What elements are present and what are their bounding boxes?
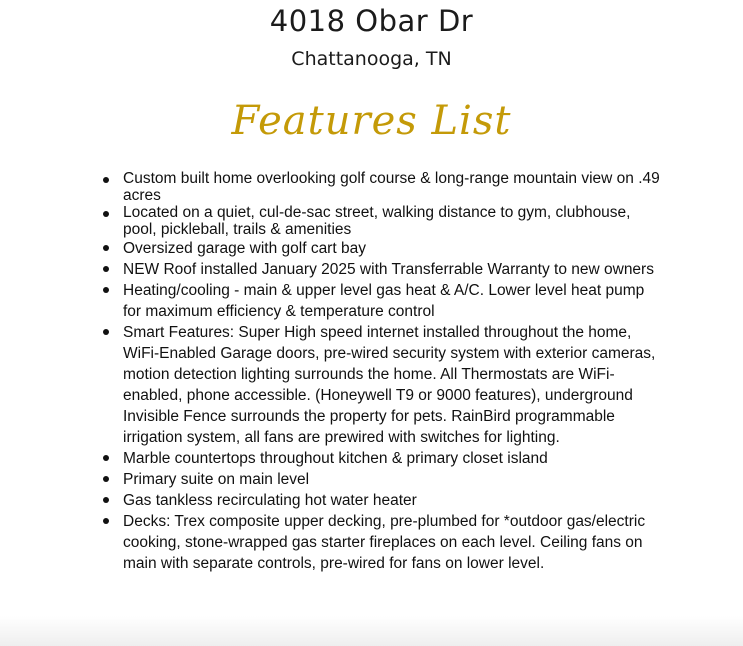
features-list [123, 170, 663, 574]
bottom-page-shadow [0, 616, 743, 646]
list-item: Custom built home overlooking golf course & long-range mountain view on .49 acres [123, 170, 663, 204]
property-address: 4018 Obar Dr [269, 4, 474, 38]
list-item: Heating/cooling - main & upper level gas heat & A/C. Lower level heat pump for maximum efficiency & temperature control [123, 280, 663, 322]
property-city: Chattanooga, TN [291, 48, 452, 70]
list-item: Primary suite on main level [123, 469, 663, 490]
list-item: NEW Roof installed January 2025 with Transferrable Warranty to new owners [123, 259, 663, 280]
list-item: Oversized garage with golf cart bay [123, 238, 663, 259]
list-item: Gas tankless recirculating hot water heater [123, 490, 663, 511]
list-item: Smart Features: Super High speed internet installed throughout the home, WiFi-Enabled Garage doors, pre-wired security system with exterior cameras, motion detection lighting surrounds the home. All Thermostats are WiFi-enabled, phone accessible. (Honeywell T9 or 9000 features), underground Invisible Fence surrounds the property for pets. RainBird programmable irrigation system, all fans are prewired with switches for lighting. [123, 322, 663, 448]
list-item: Decks: Trex composite upper decking, pre-plumbed for *outdoor gas/electric cooking, stone-wrapped gas starter fireplaces on each level. Ceiling fans on main with separate controls, pre-wired for fans on lower level. [123, 511, 663, 574]
features-list-title: Features List [231, 98, 512, 144]
list-item: Located on a quiet, cul-de-sac street, walking distance to gym, clubhouse, pool, pickleball, trails & amenities [123, 204, 663, 238]
list-item: Marble countertops throughout kitchen & primary closet island [123, 448, 663, 469]
